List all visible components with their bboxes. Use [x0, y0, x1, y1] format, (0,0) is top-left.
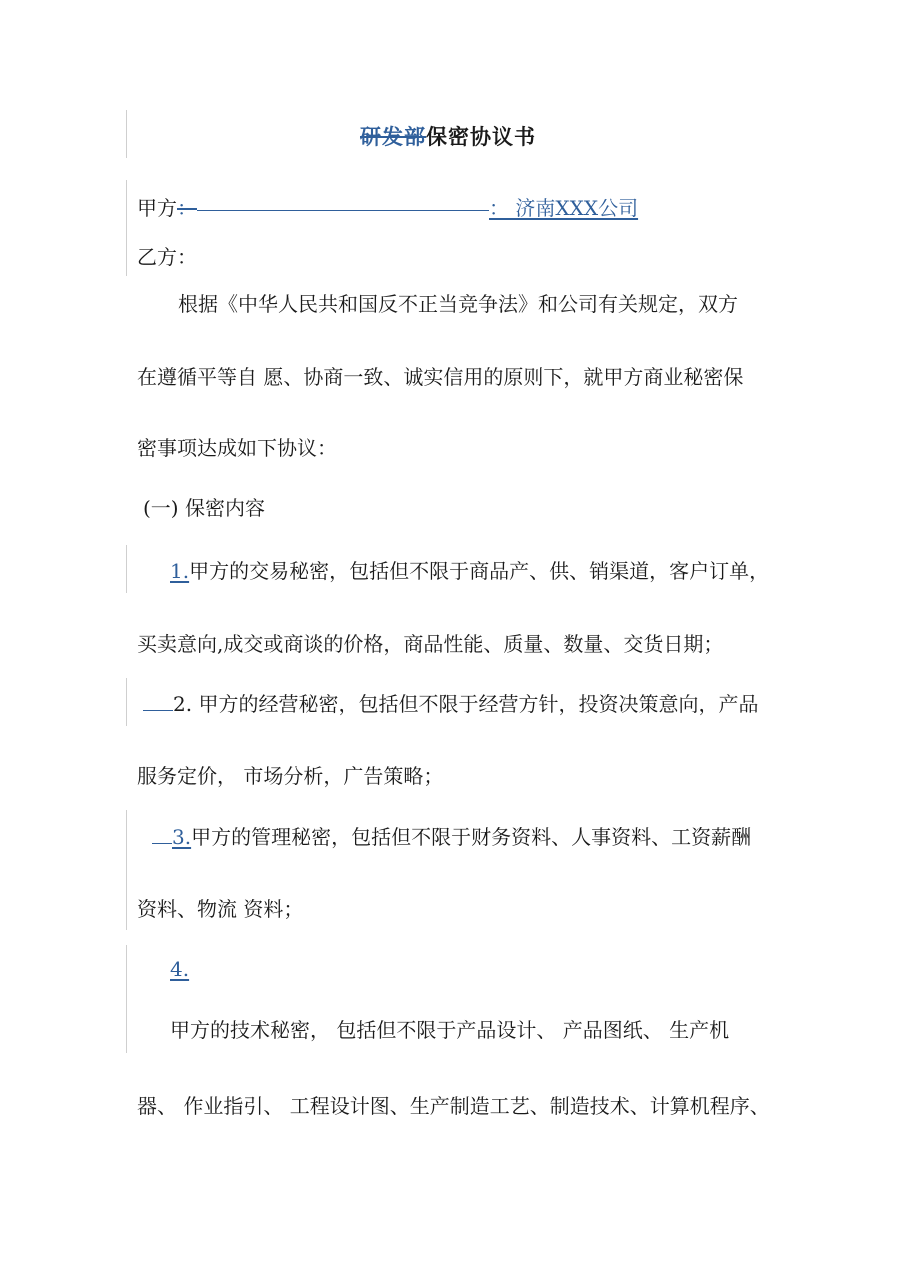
item-4-number: 4.: [170, 957, 190, 981]
title-main-text: 保密协议书: [426, 124, 536, 149]
item-2-text: 2. 甲方的经营秘密，包括但不限于经营方针，投资决策意向，产品: [173, 692, 759, 716]
item-2-line-1: [143, 690, 758, 718]
intro-line-2: 在遵循平等自 愿、协商一致、诚实信用的原则下，就甲方商业秘密保: [137, 365, 744, 389]
item-3-line-1: [152, 823, 751, 851]
section-heading: (一) 保密内容: [143, 496, 265, 520]
item-3-blank-line: [152, 843, 172, 844]
item-2-blank-line: [143, 710, 173, 711]
change-bar-item2: [126, 678, 127, 726]
party-a-deleted-colon: ：: [177, 196, 197, 220]
party-a-blank-line: [197, 210, 489, 211]
item-4-number-line: [170, 955, 189, 983]
change-bar-title: [126, 110, 127, 158]
party-a-inserted-name: ： 济南XXX公司: [489, 196, 639, 220]
change-bar-item4: [126, 945, 127, 1053]
intro-line-3: 密事项达成如下协议：: [137, 436, 337, 460]
item-1-number: 1.: [170, 559, 190, 583]
item-1-text: 甲方的交易秘密，包括但不限于商品产、供、销渠道，客户订单，: [189, 559, 770, 583]
change-bar-item1: [126, 545, 127, 593]
title-deleted-text: 研发部: [360, 124, 426, 149]
item-3-text: 甲方的管理秘密，包括但不限于财务资料、人事资料、工资薪酬: [191, 825, 752, 849]
item-1-line-2: 买卖意向,成交或商谈的价格，商品性能、质量、数量、交货日期；: [137, 632, 724, 656]
party-b-line: 乙方：: [137, 245, 197, 269]
item-3-number: 3.: [172, 825, 192, 849]
party-a-line: [137, 194, 638, 222]
item-1-line-1: [170, 557, 769, 585]
item-2-line-2: 服务定价， 市场分析，广告策略；: [137, 764, 444, 788]
change-bar-item3: [126, 810, 127, 930]
intro-line-1: 根据《中华人民共和国反不正当竞争法》和公司有关规定，双方: [178, 292, 738, 316]
item-4-line-1: 甲方的技术秘密， 包括但不限于产品设计、 产品图纸、 生产机: [170, 1018, 730, 1042]
item-3-line-2: 资料、物流 资料；: [137, 897, 304, 921]
document-title: [360, 123, 536, 151]
change-bar-party-a: [126, 180, 127, 276]
item-4-line-2: 器、 作业指引、 工程设计图、生产制造工艺、制造技术、计算机程序、: [137, 1094, 770, 1118]
party-a-label: 甲方: [137, 196, 177, 220]
